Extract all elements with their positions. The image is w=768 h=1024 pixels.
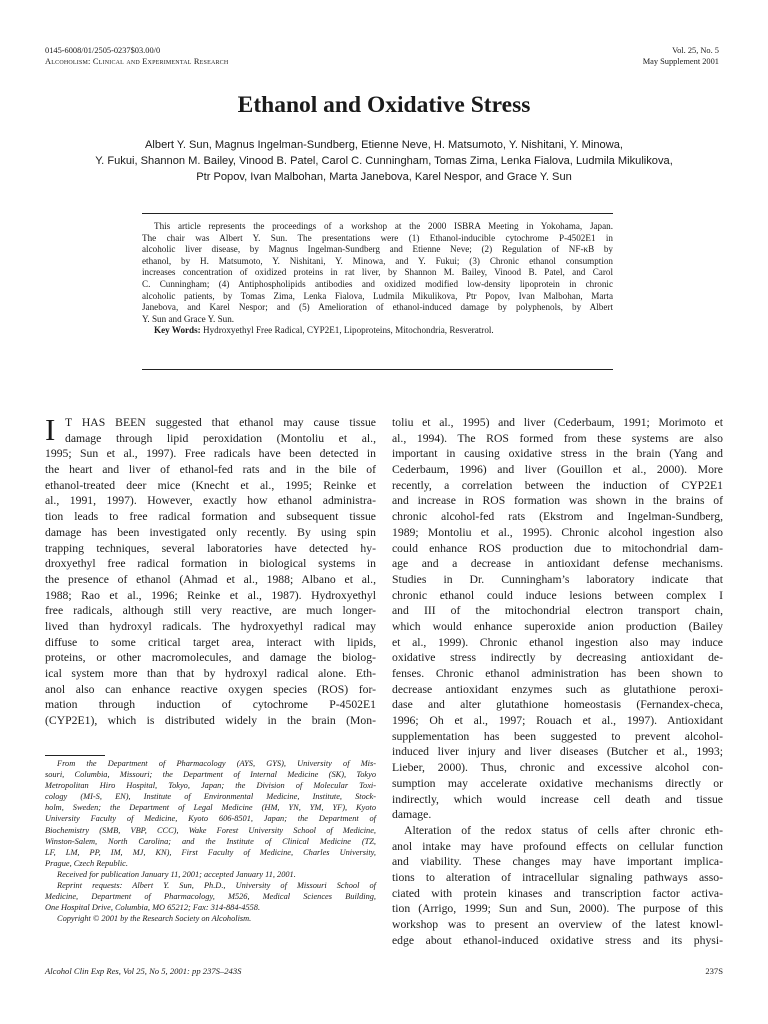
footnote-line: Prague, Czech Republic.: [45, 858, 128, 868]
body-line: et al., 1999). Chronic ethanol ingestion also may induce: [392, 635, 723, 649]
body-line: decrease antioxidant enzymes such as glutathione peroxi-: [392, 682, 723, 696]
body-line: Studies in Dr. Cunningham’s laboratory indicate that: [392, 572, 723, 586]
keywords-text: Hydroxyethyl Free Radical, CYP2E1, Lipoproteins, Mitochondria, Resveratrol.: [203, 325, 494, 336]
body-line: age and a decrease in antioxidant defense mechanisms.: [392, 557, 723, 571]
footnotes: [45, 758, 376, 924]
body-line: tions to alteration of intracellular signaling pathways asso-: [392, 870, 723, 884]
journal-name: Alcoholism: Clinical and Experimental Research: [45, 57, 229, 66]
body-line: oxidative stress indirectly by decreasing antioxidant de-: [392, 651, 723, 665]
body-line: supplementation has been suggested to prevent alcohol-: [392, 729, 723, 743]
article-title: Ethanol and Oxidative Stress: [237, 92, 531, 118]
body-line: ciated with protein kinases and transcription factor activa-: [392, 886, 723, 900]
body-line: anol intake may have profound effects on cellular function: [392, 839, 723, 853]
abstract-top-rule: [142, 213, 613, 214]
footnote-line: LF, LM, PP, IM, MJ, KN), First Faculty of Medicine, Charles University,: [45, 847, 376, 857]
footnote-line: One Hospital Drive, Columbia, MO 65212; Fax: 314-884-4558.: [45, 903, 261, 913]
body-line: (CYP2E1), which is distributed widely in the brain (Mon-: [45, 714, 376, 728]
footnote-line: Reprint requests: Albert Y. Sun, Ph.D., University of Missouri School of: [57, 881, 376, 891]
abstract-line: increases concentration of oxidized proteins in rat liver, by Shannon M. Bailey, Vinood B. Patel, and Carol: [142, 267, 613, 278]
body-line: workshop was to present an overview of the latest knowl-: [392, 918, 723, 931]
footnote-rule: [45, 755, 105, 756]
body-line: induced liver injury and liver diseases (Butcher et al., 1993;: [392, 745, 723, 759]
body-line: and III of the mitochondrial electron transport chain,: [392, 604, 723, 618]
abstract-line: This article represents the proceedings of a workshop at the 2000 ISBRA Meeting in Yokohama, Japan.: [154, 221, 613, 231]
page-number: 237S: [705, 966, 723, 976]
author-line: Ptr Popov, Ivan Malbohan, Marta Janebova, Karel Nespor, and Grace Y. Sun: [196, 171, 572, 183]
body-line: Lieber, 2000). Thus, chronic and excessive alcohol con-: [392, 761, 723, 775]
footnote-line: Received for publication January 11, 2001; accepted January 11, 2001.: [57, 869, 296, 879]
abstract-bottom-rule: [142, 369, 613, 370]
body-line: toliu et al., 1995) and liver (Cederbaum, 1991; Morimoto et: [392, 416, 723, 429]
issn-code: 0145-6008/01/2505-0237$03.00/0: [45, 46, 161, 55]
body-line: free radicals, although still very reactive, are much longer-: [45, 604, 376, 618]
body-line: al., 1994). The ROS formed from these systems are also: [392, 431, 723, 445]
body-line: tion leads to free radical formation and subsequent tissue: [45, 510, 376, 524]
footnote-line: souri, Columbia, Missouri; the Department of Internal Medicine (SK), Tokyo: [45, 770, 376, 780]
footnote-line: Copyright © 2001 by the Research Society on Alcoholism.: [57, 914, 252, 924]
body-line: chronic alcohol-fed rats (Ekstrom and Ingelman-Sundberg,: [392, 510, 723, 524]
body-line: anol also can enhance reactive oxygen species (ROS) for-: [45, 682, 376, 696]
body-line: sumption may accelerate oxidative mechanisms directly or: [392, 776, 723, 790]
header-right: [643, 45, 719, 67]
body-line: Alteration of the redox status of cells after chronic eth-: [404, 823, 723, 837]
body-line: tion (Arrigo, 1999; Sun and Sun, 2000). The purpose of this: [392, 902, 723, 916]
keywords-label: Key Words:: [154, 325, 201, 336]
body-line: trapping techniques, several laboratories have detected hy-: [45, 541, 376, 555]
abstract-line: alcoholic patients, by Tomas Zima, Lenka Fialova, Ludmila Mikulikova, Ptr Popov, Ivan Malbohan, Marta: [142, 290, 613, 301]
abstract-line: ethanol, by H. Matsumoto, Y. Nishitani, Y. Minowa, and Y. Fukui; (3) Chronic ethanol consumption: [142, 255, 613, 266]
supplement-date: May Supplement 2001: [642, 57, 719, 66]
body-line: al., 1991, 1997). However, exactly how ethanol administra-: [45, 494, 376, 508]
body-line: ethanol-treated deer mice (Knecht et al., 1995; Reinke et: [45, 478, 376, 492]
body-line: important in causing oxidative stress in the brain (Yang and: [392, 447, 723, 461]
body-column-left: [45, 412, 376, 729]
abstract-line: C. Cunningham; (4) Antiphospholipids antibodies and oxidized modified low-density lipoprotein in chronic: [142, 278, 613, 289]
body-line: chronic ethanol could induce lesions between complex I: [392, 588, 723, 602]
body-line: recently, a correlation between the induction of CYP2E1: [392, 478, 723, 492]
body-line: damage through lipid peroxidation (Montoliu et al.,: [65, 431, 376, 445]
body-line: proteins, or other macromolecules, and damage the biolog-: [45, 651, 376, 665]
keywords: [142, 325, 613, 337]
abstract-line: Y. Sun and Grace Y. Sun.: [142, 313, 235, 324]
body-line: and increase in ROS formation was shown in the brains of: [392, 494, 723, 508]
footnote-line: Medicine, Department of Pharmacology, M526, Medical Sciences Building,: [45, 892, 376, 902]
body-line: the presence of ethanol (Ahmad et al., 1988; Albano et al.,: [45, 572, 376, 586]
body-line: fenses. Chronic ethanol administration has been shown to: [392, 667, 723, 680]
body-line: which would enhance superoxide anion production (Bailey: [392, 619, 723, 633]
abstract: [142, 221, 613, 337]
body-line: droxyethyl free radical formation in biological systems in: [45, 557, 376, 571]
drop-cap: I: [45, 412, 56, 447]
body-line: 1996; Oh et al., 1997; Rouach et al., 1997). Antioxidant: [392, 714, 723, 728]
body-line: damage has been investigated only recently. By using spin: [45, 525, 376, 539]
footnote-line: Metropolitan Hiro Hospital, Tokyo, Japan; the Division of Molecular Toxi-: [45, 781, 376, 791]
body-line: 1995; Sun et al., 1997). Free radicals have been detected in: [45, 447, 376, 461]
body-line: dase and alter glutathione homeostasis (Fernandex-checa,: [392, 698, 723, 712]
body-line: damage.: [392, 808, 432, 822]
body-line: indirectly, which would increase cell death and tissue: [392, 792, 723, 806]
abstract-line: Janebova, and Karel Nespor; and (5) Amelioration of ethanol-induced damage by polyphenols, by Albert: [142, 302, 613, 313]
body-line: the heart and liver of ethanol-fed rats and in the bile of: [45, 463, 376, 477]
body-line: 1989; Montoliu et al., 1995). Chronic alcohol ingestion also: [392, 525, 723, 539]
body-line: ical system more than that by hydroxyl radical alone. Eth-: [45, 667, 376, 680]
footer-citation: Alcohol Clin Exp Res, Vol 25, No 5, 2001: pp 237S–243S: [45, 966, 242, 976]
body-line: diffuse to some critical target area, interact with lipids,: [45, 635, 376, 649]
footnote-line: holm, Sweden; the Department of Legal Medicine (HM, YN, YM, YF), Kyoto: [45, 803, 376, 813]
footnote-line: University Faculty of Medicine, Kyoto 606-8501, Japan; the Department of: [45, 814, 376, 824]
body-line: lived than hydroxyl radicals. The hydroxyethyl radical may: [45, 619, 376, 633]
author-list: [55, 137, 713, 185]
body-line: edge about ethanol-induced oxidative stress and its physi-: [392, 933, 723, 947]
footnote-line: From the Department of Pharmacology (AYS, GYS), University of Mis-: [57, 759, 376, 768]
volume-issue: Vol. 25, No. 5: [672, 46, 719, 55]
body-line: T HAS BEEN suggested that ethanol may cause tissue: [65, 416, 376, 429]
body-line: Cederbaum, 1996) and liver (Gouillon et al., 2000). More: [392, 463, 723, 477]
abstract-line: The chair was Albert Y. Sun. The presentations were (1) Ethanol-inducible cytochrome P-4502E1 in: [142, 232, 613, 243]
abstract-line: alcoholic liver disease, by Magnus Ingelman-Sundberg and Etienne Neve; (2) Regulation of NF-κB by: [142, 244, 613, 255]
author-line: Albert Y. Sun, Magnus Ingelman-Sundberg, Etienne Neve, H. Matsumoto, Y. Nishitani, Y. Minowa,: [145, 139, 623, 151]
body-line: could enhance ROS production due to mitochondrial dam-: [392, 541, 723, 555]
body-line: 1988; Rao et al., 1996; Reinke et al., 1987). Hydroxyethyl: [45, 588, 376, 602]
footnote-line: Winston-Salem, North Carolina; and the Institute of Clinical Medicine (TZ,: [45, 836, 376, 846]
body-line: and viability. These changes may have important implica-: [392, 855, 723, 869]
body-column-right: [392, 415, 723, 948]
body-line: mation through induction of cytochrome P-4502E1: [45, 698, 376, 712]
footnote-line: Biochemistry (SMB, VBP, CCC), Wake Forest University School of Medicine,: [45, 825, 376, 835]
author-line: Y. Fukui, Shannon M. Bailey, Vinood B. Patel, Carol C. Cunningham, Tomas Zima, Lenka Fialova, Ludmila Mikulikova,: [95, 155, 673, 167]
header-left: [45, 45, 228, 67]
footnote-line: cology (MI-S, EN), Institute of Environmental Medicine, Institute, Stock-: [45, 792, 376, 802]
